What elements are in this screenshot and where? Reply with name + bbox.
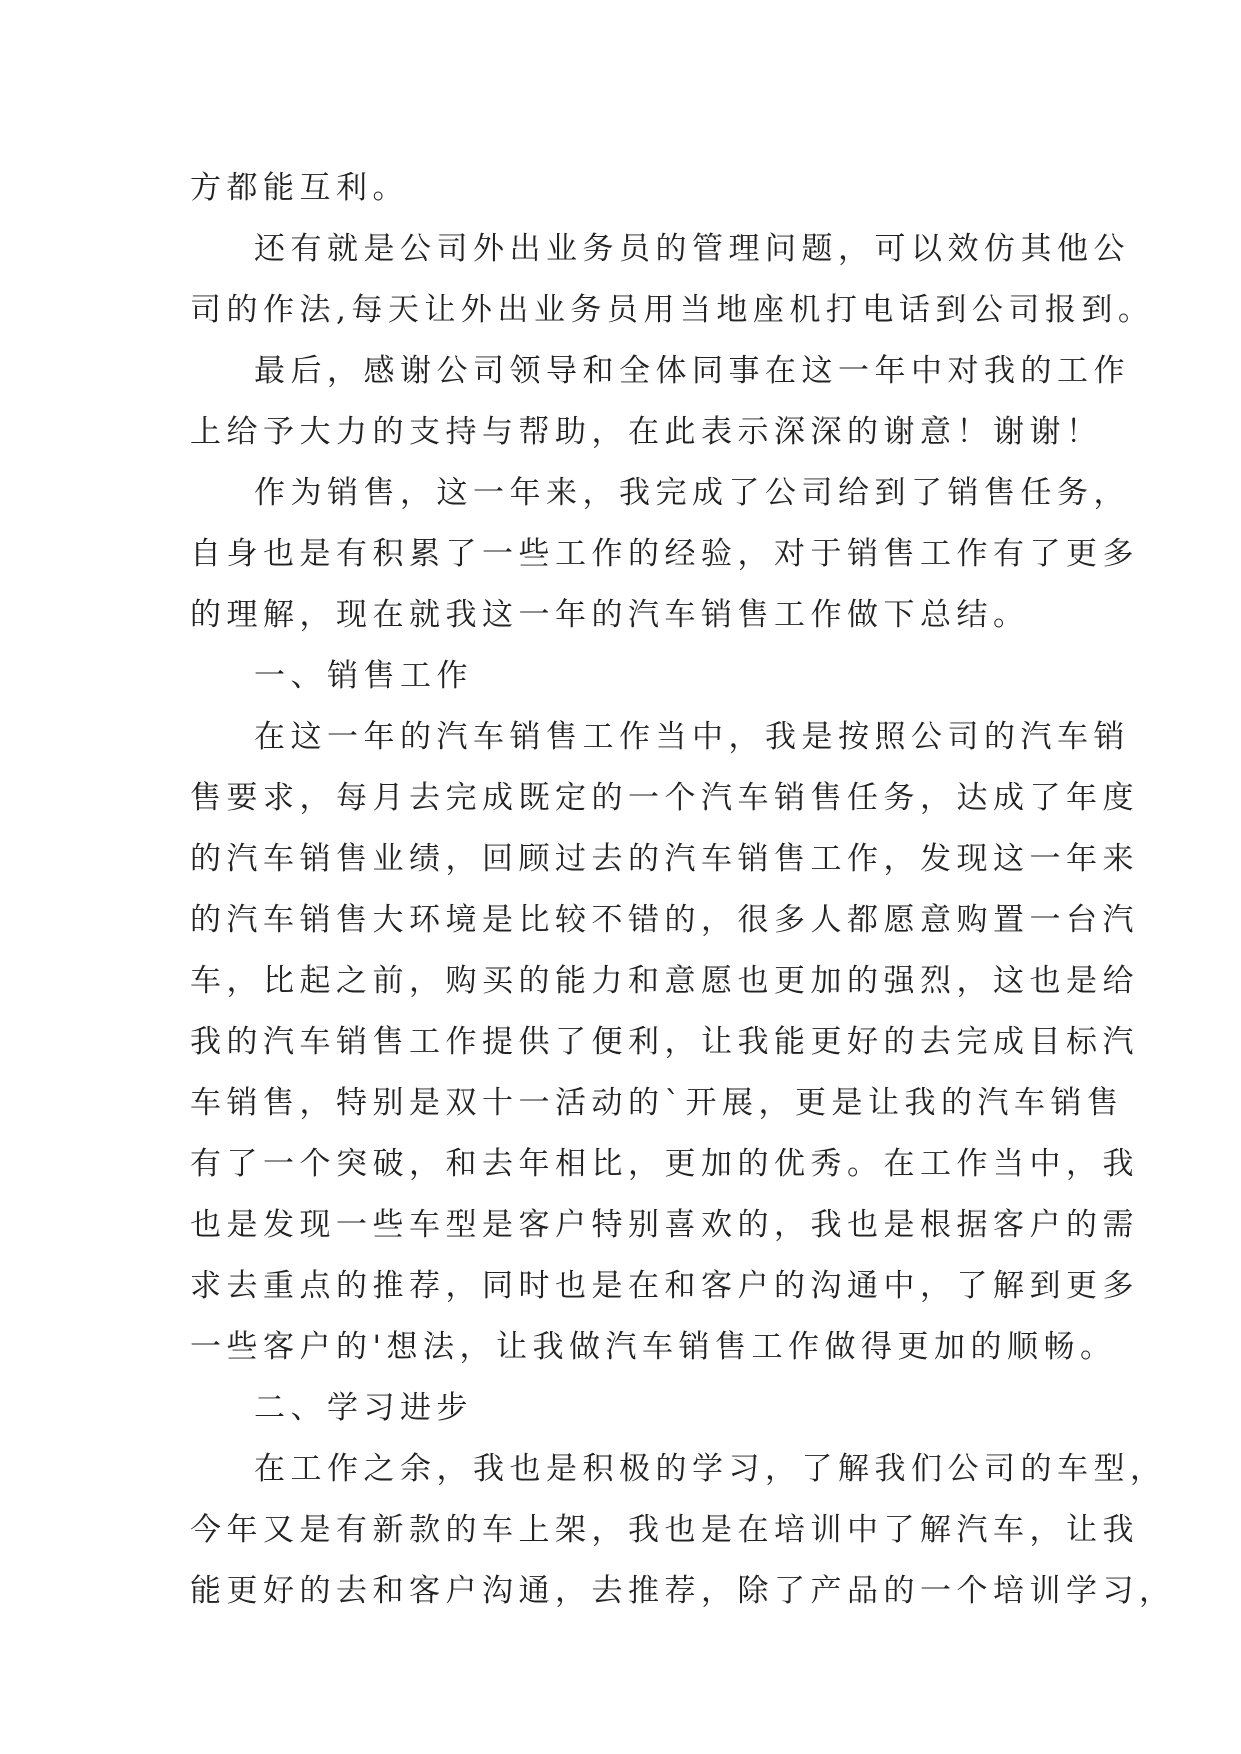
text-line: 作为销售，这一年来，我完成了公司给到了销售任务， [254,475,1130,511]
text-line: 车销售，特别是双十一活动的`开展，更是让我的汽车销售 [190,1085,1124,1121]
text-line: 能更好的去和客户沟通，去推荐，除了产品的一个培训学习， [190,1573,1176,1609]
text-line: 售要求，每月去完成既定的一个汽车销售任务，达成了年度 [190,780,1139,816]
text-line: 求去重点的推荐，同时也是在和客户的沟通中，了解到更多 [190,1268,1139,1304]
text-line: 也是发现一些车型是客户特别喜欢的，我也是根据客户的需 [190,1207,1139,1243]
text-line: 的汽车销售业绩，回顾过去的汽车销售工作，发现这一年来 [190,841,1139,877]
text-line: 自身也是有积累了一些工作的经验，对于销售工作有了更多 [190,536,1139,572]
text-line: 上给予大力的支持与帮助，在此表示深深的谢意！谢谢！ [190,414,1103,450]
text-line: 还有就是公司外出业务员的管理问题，可以效仿其他公 [254,231,1130,267]
text-line: 方都能互利。 [190,170,409,206]
text-line: 一些客户的'想法，让我做汽车销售工作做得更加的顺畅。 [190,1329,1117,1365]
text-line: 的理解，现在就我这一年的汽车销售工作做下总结。 [190,597,1030,633]
text-line: 的汽车销售大环境是比较不错的，很多人都愿意购置一台汽 [190,902,1139,938]
text-line: 最后，感谢公司领导和全体同事在这一年中对我的工作 [254,353,1130,389]
text-line: 二、学习进步 [254,1390,473,1426]
text-line: 司的作法,每天让外出业务员用当地座机打电话到公司报到。 [190,292,1155,328]
text-line: 在这一年的汽车销售工作当中，我是按照公司的汽车销 [254,719,1130,755]
document-body [190,158,1176,1622]
text-line: 车，比起之前，购买的能力和意愿也更加的强烈，这也是给 [190,963,1139,999]
text-line: 今年又是有新款的车上架，我也是在培训中了解汽车，让我 [190,1512,1139,1548]
text-line: 在工作之余，我也是积极的学习，了解我们公司的车型， [254,1451,1167,1487]
text-line: 有了一个突破，和去年相比，更加的优秀。在工作当中，我 [190,1146,1139,1182]
text-line: 我的汽车销售工作提供了便利，让我能更好的去完成目标汽 [190,1024,1139,1060]
text-line: 一、销售工作 [254,658,473,694]
